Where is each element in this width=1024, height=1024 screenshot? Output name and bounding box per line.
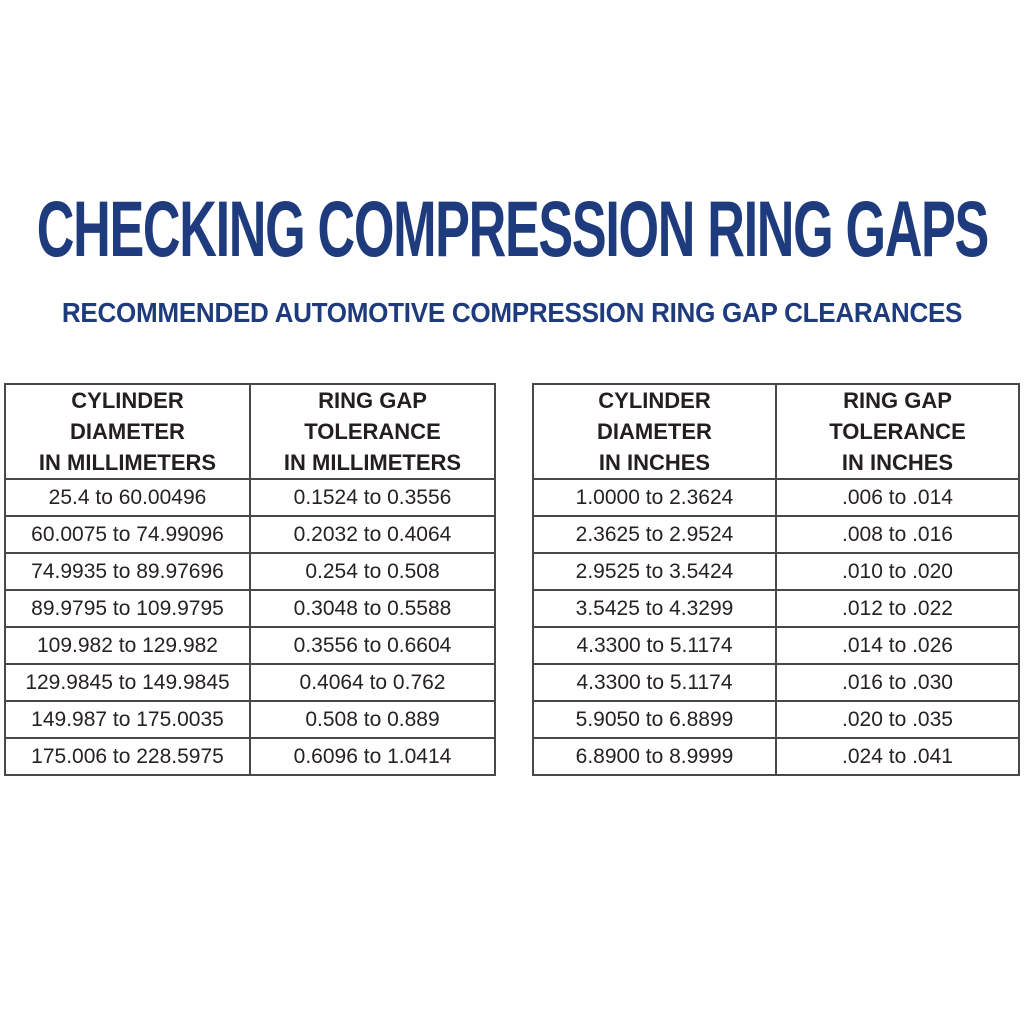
header-row	[533, 384, 1019, 479]
table-row	[533, 590, 1019, 627]
cell-tolerance-inches: .016 to .030	[776, 664, 1019, 701]
cell-diameter-inches: 2.9525 to 3.5424	[533, 553, 776, 590]
cell-tolerance-mm: 0.6096 to 1.0414	[250, 738, 495, 775]
cell-diameter-mm: 25.4 to 60.00496	[5, 479, 250, 516]
page-title: CHECKING COMPRESSION RING GAPS	[36, 184, 988, 273]
cell-tolerance-mm: 0.254 to 0.508	[250, 553, 495, 590]
header-line: IN INCHES	[841, 450, 954, 475]
table-header-millimeters	[5, 384, 495, 479]
table-body-millimeters	[5, 479, 495, 775]
table-row	[533, 627, 1019, 664]
cell-tolerance-inches: .006 to .014	[776, 479, 1019, 516]
cell-diameter-mm: 74.9935 to 89.97696	[5, 553, 250, 590]
header-line: CYLINDER	[598, 388, 711, 413]
cell-tolerance-inches: .010 to .020	[776, 553, 1019, 590]
cell-diameter-mm: 109.982 to 129.982	[5, 627, 250, 664]
title-block	[0, 183, 1024, 275]
cell-diameter-inches: 1.0000 to 2.3624	[533, 479, 776, 516]
cell-tolerance-inches: .012 to .022	[776, 590, 1019, 627]
header-line: TOLERANCE	[304, 419, 441, 444]
table-row	[533, 553, 1019, 590]
table-row	[533, 479, 1019, 516]
table-row	[5, 516, 495, 553]
table-row	[5, 479, 495, 516]
header-line: TOLERANCE	[829, 419, 966, 444]
cell-diameter-inches: 2.3625 to 2.9524	[533, 516, 776, 553]
header-line: DIAMETER	[597, 419, 712, 444]
cell-diameter-inches: 4.3300 to 5.1174	[533, 627, 776, 664]
cell-diameter-inches: 3.5425 to 4.3299	[533, 590, 776, 627]
table-row	[5, 627, 495, 664]
table-row	[5, 590, 495, 627]
header-line: IN INCHES	[598, 450, 711, 475]
table-body-inches	[533, 479, 1019, 775]
cell-tolerance-mm: 0.3048 to 0.5588	[250, 590, 495, 627]
header-line: DIAMETER	[70, 419, 185, 444]
cell-tolerance-inches: .024 to .041	[776, 738, 1019, 775]
ring-gap-table-millimeters	[4, 383, 496, 776]
cell-diameter-mm: 149.987 to 175.0035	[5, 701, 250, 738]
ring-gap-table-inches	[532, 383, 1020, 776]
cell-tolerance-mm: 0.3556 to 0.6604	[250, 627, 495, 664]
cell-diameter-inches: 6.8900 to 8.9999	[533, 738, 776, 775]
cell-diameter-mm: 89.9795 to 109.9795	[5, 590, 250, 627]
cell-tolerance-mm: 0.2032 to 0.4064	[250, 516, 495, 553]
table-row	[533, 701, 1019, 738]
header-row	[5, 384, 495, 479]
header-line: IN MILLIMETERS	[38, 450, 217, 475]
cell-tolerance-mm: 0.1524 to 0.3556	[250, 479, 495, 516]
column-header-cylinder-diameter-inches	[533, 384, 776, 479]
header-line: IN MILLIMETERS	[283, 450, 462, 475]
cell-diameter-mm: 60.0075 to 74.99096	[5, 516, 250, 553]
table-row	[5, 701, 495, 738]
table-row	[533, 738, 1019, 775]
tables-container	[0, 383, 1024, 776]
table-row	[533, 516, 1019, 553]
cell-tolerance-inches: .008 to .016	[776, 516, 1019, 553]
column-header-ring-gap-tolerance-mm	[250, 384, 495, 479]
cell-tolerance-mm: 0.508 to 0.889	[250, 701, 495, 738]
cell-diameter-mm: 129.9845 to 149.9845	[5, 664, 250, 701]
header-line: RING GAP	[318, 388, 427, 413]
column-header-ring-gap-tolerance-inches	[776, 384, 1019, 479]
header-line: CYLINDER	[71, 388, 184, 413]
cell-tolerance-inches: .014 to .026	[776, 627, 1019, 664]
cell-diameter-inches: 4.3300 to 5.1174	[533, 664, 776, 701]
column-header-cylinder-diameter-mm	[5, 384, 250, 479]
subtitle-block	[0, 295, 1024, 331]
cell-diameter-inches: 5.9050 to 6.8899	[533, 701, 776, 738]
table-row	[5, 553, 495, 590]
page-subtitle: RECOMMENDED AUTOMOTIVE COMPRESSION RING GAP CLEARANCES	[61, 297, 963, 328]
table-header-inches	[533, 384, 1019, 479]
cell-diameter-mm: 175.006 to 228.5975	[5, 738, 250, 775]
header-line: RING GAP	[843, 388, 952, 413]
table-row	[5, 738, 495, 775]
cell-tolerance-inches: .020 to .035	[776, 701, 1019, 738]
table-row	[533, 664, 1019, 701]
cell-tolerance-mm: 0.4064 to 0.762	[250, 664, 495, 701]
table-row	[5, 664, 495, 701]
